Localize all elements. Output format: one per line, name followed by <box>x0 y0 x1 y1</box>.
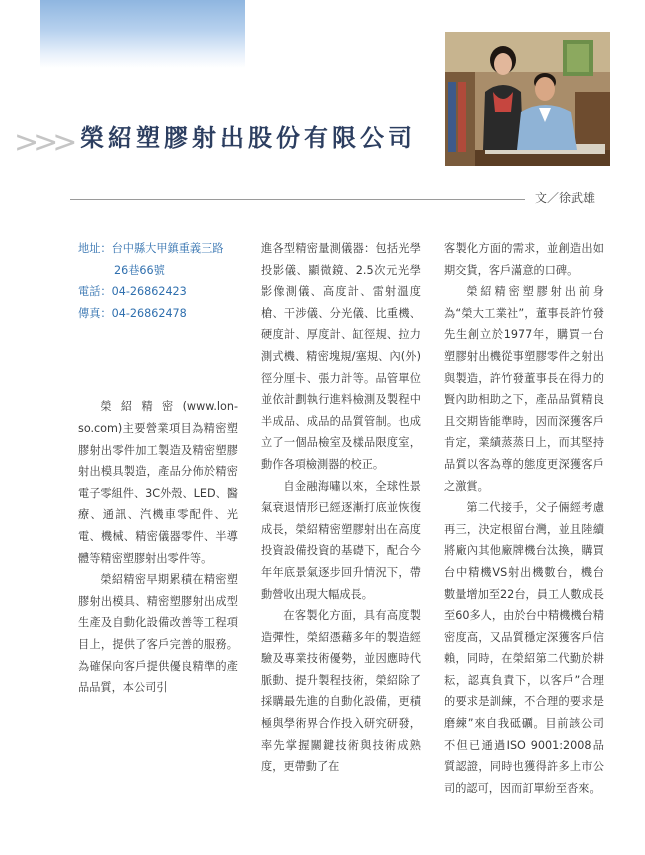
phone-value: 04-26862423 <box>111 285 187 299</box>
author-credit: 文／徐武雄 <box>535 191 596 205</box>
paragraph: 榮紹精密塑膠射出前身為“榮大工業社”，董事長許竹發先生創立於1977年，購買一台塑膠射出機從事塑膠零件之射出與製造，許竹發董事長在得力的賢內助相助之下，產品品質精良且交期皆能準時，因而深獲客戶肯定，業績蒸蒸日上，而其堅持品質以客為尊的態度更深獲客戶之激賞。 <box>444 285 604 493</box>
portrait-photo <box>445 32 610 166</box>
body-column-1 <box>78 238 238 699</box>
paragraph: 榮紹精密早期累積在精密塑膠射出模具、精密塑膠射出成型生產及自動化設備改善等工程項目上，提供了客戶完善的服務。為確保向客戶提供優良精準的產品品質，本公司引 <box>78 573 238 695</box>
paragraph: 進各型精密量測儀器：包括光學投影儀、顯微鏡、2.5次元光學影像測儀、高度計、雷射溫度槍、干涉儀、分光儀、比重機、硬度計、厚度計、缸徑規、拉力測式機、精密塊規/塞規、內(外)徑分厘卡、張力計等。品管單位並依計劃執行進料檢測及製程中半成品、成品的品質管制。也成立了一個品檢室及樣品限度室，動作各項檢測器的校正。 <box>261 242 421 471</box>
author-divider <box>70 199 525 200</box>
column-spacer <box>78 324 238 396</box>
paragraph: 榮紹精密(www.lon-so.com)主要營業項目為精密塑膠射出零件加工製造及精密塑膠射出模具製造，產品分佈於精密電子零組件、3C外殼、LED、醫療、通訊、汽機車零配件、光電、機械、精密儀器零件、半導體等精密塑膠射出零件等。 <box>78 400 238 565</box>
address-row-2 <box>78 260 238 282</box>
fax-label: 傳真： <box>78 306 112 320</box>
fax-row <box>78 303 238 325</box>
header-color-band <box>40 0 245 68</box>
paragraph: 在客製化方面，具有高度製造彈性，榮紹憑藉多年的製造經驗及專業技術優勢，並因應時代脈動、提升製程技術，榮紹除了採購最先進的自動化設備，更積極與學術界合作投入研究研發，率先掌握關鍵技術與技術成熟度，更帶動了在 <box>261 609 421 774</box>
contact-block <box>78 238 238 324</box>
fax-value: 04-26862478 <box>111 306 187 320</box>
body-column-3 <box>444 238 604 799</box>
chevron-right-icon: >>> <box>14 125 72 160</box>
address-label: 地址： <box>78 242 112 255</box>
phone-label: 電話： <box>78 285 112 299</box>
paragraph: 第二代接手，父子倆經考慮再三，決定根留台灣，並且陸續將廠內其他廠牌機台汰換，購買台中精機VS射出機數台，機台數量增加至22台，員工人數成長至60多人，由於台中精機機台精密度高，又品質穩定深獲客戶信賴，同時，在榮紹第二代勤於耕耘，認真負責下，以客戶”合理的要求是訓練，不合理的要求是磨練”來自我砥礪。目前該公司不但已通過ISO 9001:2008品質認證，同時也獲得許多上市公司的認可，因而訂單紛至沓來。 <box>444 501 604 795</box>
address-value-line1: 台中縣大甲鎮重義三路 <box>111 242 224 255</box>
body-column-2 <box>261 238 421 778</box>
phone-row <box>78 281 238 303</box>
address-value-line2: 26巷66號 <box>114 263 165 277</box>
address-row <box>78 238 238 260</box>
article-title: 榮紹塑膠射出股份有限公司 <box>80 123 416 152</box>
paragraph: 客製化方面的需求，並創造出如期交貨，客戶滿意的口碑。 <box>444 242 604 277</box>
paragraph: 自金融海嘯以來，全球性景氣衰退情形已經逐漸打底並恢復成長，榮紹精密塑膠射出在高度投資設備投資的基礎下，配合今年年底景氣逐步回升情況下，帶動營收出現大幅成長。 <box>261 479 421 601</box>
